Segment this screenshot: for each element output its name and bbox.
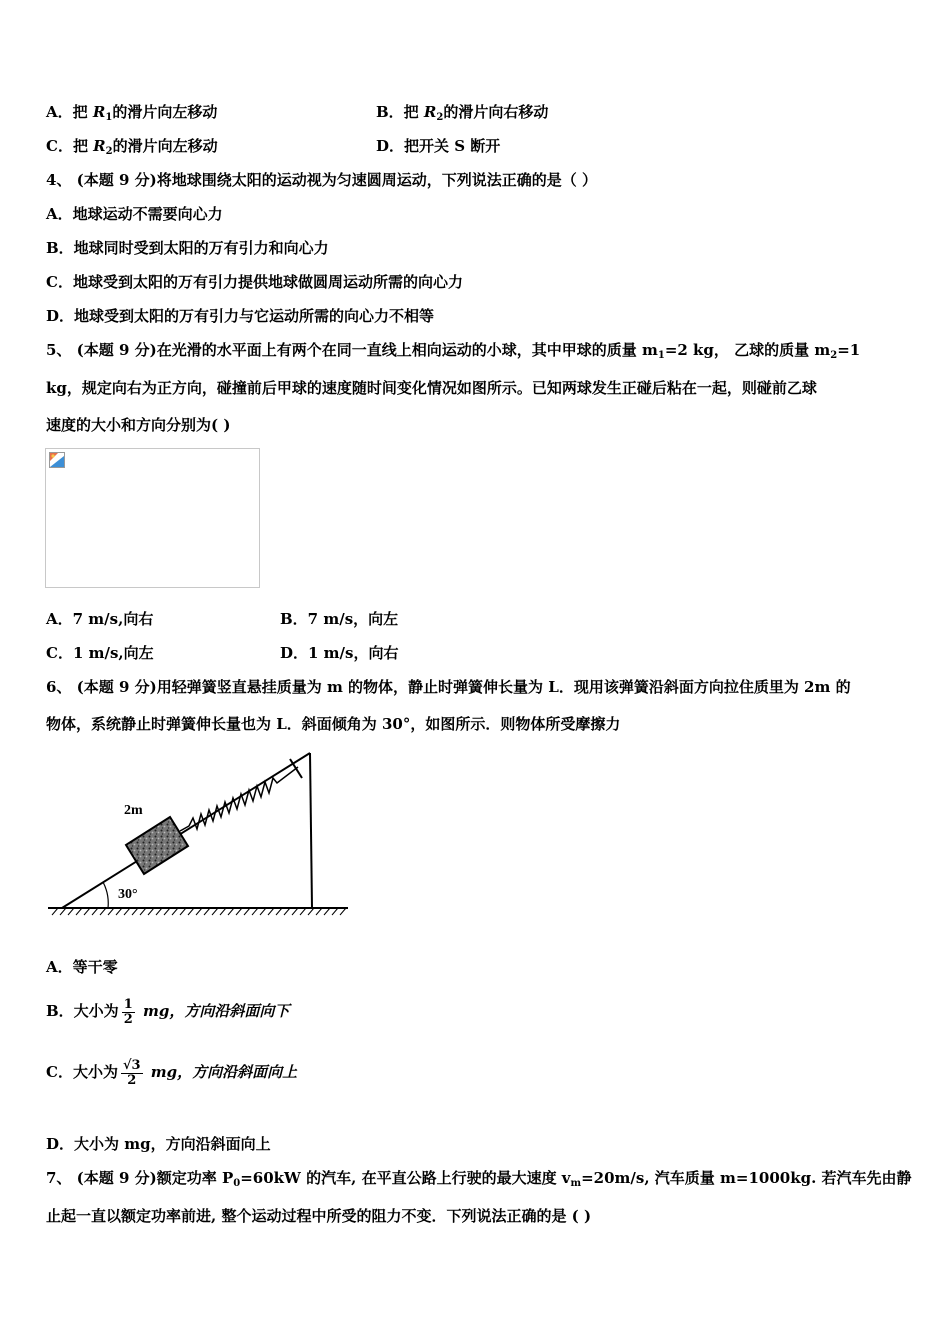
option-prefix: A．把	[46, 103, 93, 121]
option-prefix: B．把	[376, 103, 424, 121]
q3-option-c	[46, 136, 218, 159]
subscript: 0	[233, 1178, 241, 1189]
fraction-one-half	[122, 998, 135, 1027]
option-suffix: mg，方向沿斜面向上	[145, 1063, 298, 1081]
text-segment: =60kW 的汽车, 在平直公路上行驶的最大速度 v	[240, 1169, 571, 1187]
q6-option-d: D．大小为 mg，方向沿斜面向上	[46, 1135, 271, 1153]
q5-option-b: B．7 m/s，向左	[280, 610, 399, 628]
q4-option-d: D．地球受到太阳的万有引力与它运动所需的向心力不相等	[46, 307, 435, 325]
block-2m	[126, 817, 188, 874]
q3-option-b	[376, 102, 548, 125]
option-sub: 2	[436, 112, 444, 123]
option-var: R	[93, 137, 106, 155]
q4-option-c: C．地球受到太阳的万有引力提供地球做圆周运动所需的向心力	[46, 273, 463, 291]
text-segment: 5、 (本题 9 分)在光滑的水平面上有两个在同一直线上相向运动的小球，其中甲球的质量 m	[46, 341, 658, 359]
subscript: 2	[830, 350, 838, 361]
text-segment: =1	[837, 341, 861, 359]
q3-option-a	[46, 102, 217, 125]
q5-option-c: C．1 m/s,向左	[46, 644, 154, 662]
angle-arc	[103, 882, 108, 908]
option-prefix: C．大小为	[46, 1063, 118, 1081]
incline-surface	[62, 753, 310, 908]
q5-option-d: D．1 m/s，向右	[280, 644, 399, 662]
option-sub: 2	[105, 146, 113, 157]
text-segment: =20m/s, 汽车质量 m=1000kg. 若汽车先由静	[581, 1169, 912, 1187]
option-prefix: C．把	[46, 137, 94, 155]
q3-option-d: D．把开关 S 断开	[376, 137, 501, 155]
subscript: m	[570, 1178, 582, 1189]
option-var: R	[92, 103, 106, 121]
q5-stem-line3: 速度的大小和方向分别为( )	[46, 416, 231, 434]
incline-spring-figure	[46, 745, 356, 920]
q4-option-a: A．地球运动不需要向心力	[46, 205, 223, 223]
fraction-denominator: 2	[123, 1011, 133, 1027]
mass-label: 2m	[124, 803, 143, 818]
option-var: R	[423, 103, 437, 121]
option-suffix: 的滑片向左移动	[112, 103, 218, 121]
fraction-numerator: 1	[123, 996, 133, 1012]
q5-stem-line1	[46, 340, 860, 363]
broken-image-icon	[49, 452, 65, 468]
option-suffix: mg，方向沿斜面向下	[137, 1002, 290, 1020]
q6-option-a: A．等干零	[46, 958, 118, 976]
option-suffix: 的滑片向右移动	[443, 103, 549, 121]
angle-label: 30°	[118, 887, 138, 902]
option-suffix: 的滑片向左移动	[112, 137, 218, 155]
q7-stem-line2: 止起一直以额定功率前进, 整个运动过程中所受的阻力不变．下列说法正确的是 ( )	[46, 1207, 592, 1225]
text-segment: 7、 (本题 9 分)额定功率 P	[46, 1169, 234, 1187]
q6-stem-line1: 6、 (本题 9 分)用轻弹簧竖直悬挂质量为 m 的物体，静止时弹簧伸长量为 L．现用该弹簧沿斜面方向拉住质里为 2m 的	[46, 678, 851, 696]
subscript: 1	[657, 350, 665, 361]
q5-option-a: A．7 m/s,向右	[46, 610, 154, 628]
text-segment: =2 kg， 乙球的质量 m	[664, 341, 831, 359]
fraction-denominator: 2	[127, 1072, 137, 1088]
velocity-graph-image-placeholder	[45, 448, 260, 588]
q6-option-c	[46, 1052, 297, 1092]
q5-stem-line2: kg，规定向右为正方向，碰撞前后甲球的速度随时间变化情况如图所示。已知两球发生正碰后粘在一起，则碰前乙球	[46, 379, 817, 397]
q6-option-b	[46, 993, 289, 1029]
ground-hatching	[52, 908, 346, 915]
q6-stem-line2: 物体，系统静止时弹簧伸长量也为 L．斜面倾角为 30°，如图所示．则物体所受摩擦力	[46, 715, 621, 733]
q7-stem-line1	[46, 1168, 912, 1191]
fraction-root3-half	[121, 1059, 143, 1088]
option-prefix: B．大小为	[46, 1002, 119, 1020]
fraction-numerator: √3	[122, 1057, 141, 1073]
q4-option-b: B．地球同时受到太阳的万有引力和向心力	[46, 239, 329, 257]
option-sub: 1	[105, 112, 113, 123]
incline-wall	[310, 753, 312, 908]
spring	[180, 767, 298, 831]
q4-stem: 4、 (本题 9 分)将地球围绕太阳的运动视为匀速圆周运动，下列说法正确的是（ ）	[46, 171, 597, 189]
